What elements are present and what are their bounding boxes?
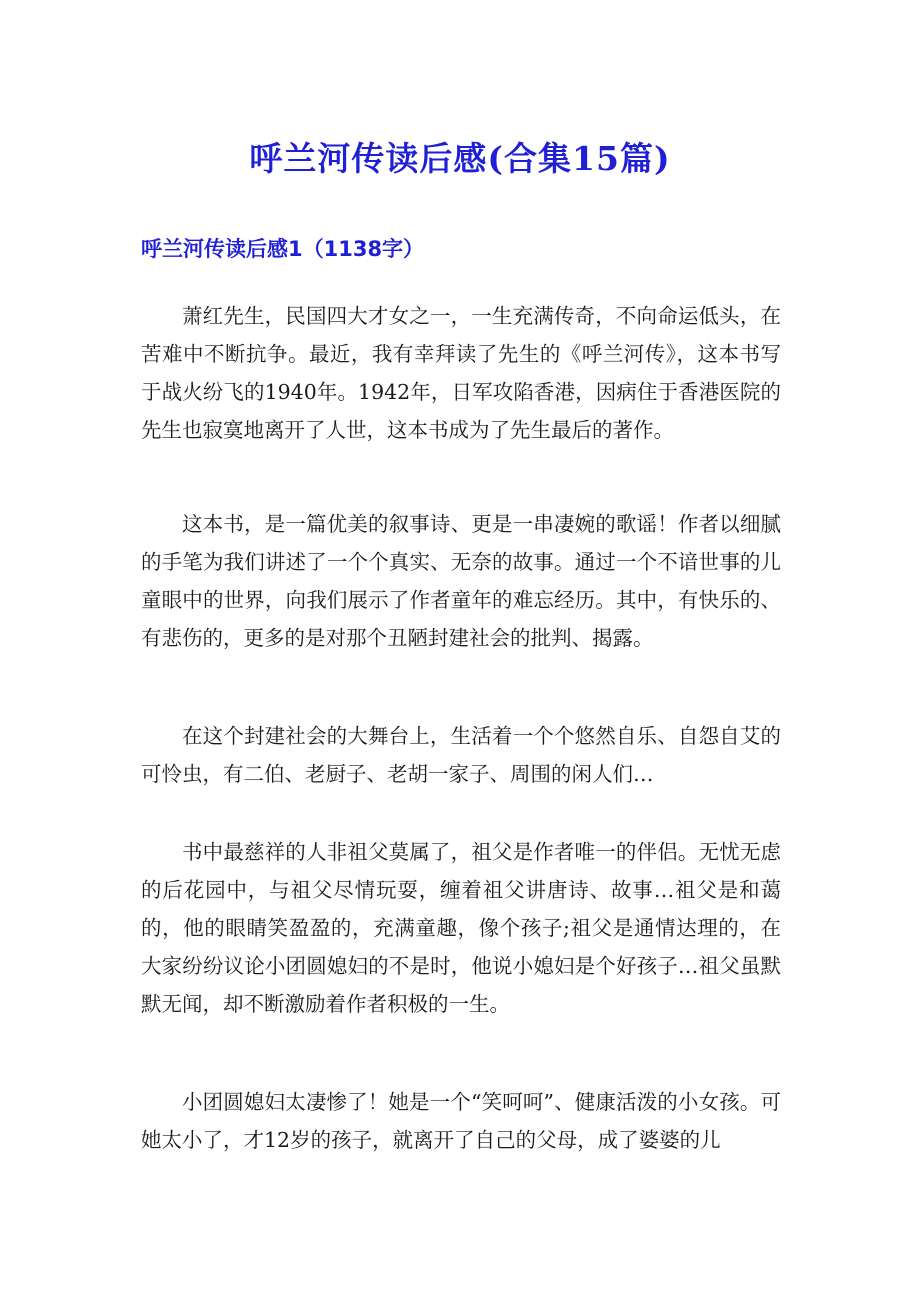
paragraph-5: 小团圆媳妇太凄惨了！她是一个“笑呵呵”、健康活泼的小女孩。可她太小了，才12岁的孩子，就离开了自己的父母，成了婆婆的儿 [141,1090,781,1152]
section-heading: 呼兰河传读后感1（1138字） [141,237,425,261]
paragraph-3: 在这个封建社会的大舞台上，生活着一个个悠然自乐、自怨自艾的可怜虫，有二伯、老厨子、老胡一家子、周围的闲人们… [141,724,781,786]
paragraph-2: 这本书，是一篇优美的叙事诗、更是一串凄婉的歌谣！作者以细腻的手笔为我们讲述了一个个真实、无奈的故事。通过一个不谙世事的儿童眼中的世界，向我们展示了作者童年的难忘经历。其中，有快乐的、有悲伤的，更多的是对那个丑陋封建社会的批判、揭露。 [141,512,781,650]
paragraph-1: 萧红先生，民国四大才女之一，一生充满传奇，不向命运低头，在苦难中不断抗争。最近，我有幸拜读了先生的《呼兰河传》，这本书写于战火纷飞的1940年。1942年，日军攻陷香港，因病住于香港医院的先生也寂寞地离开了人世，这本书成为了先生最后的著作。 [141,304,781,442]
document-title: 呼兰河传读后感(合集15篇) [249,139,671,178]
paragraph-4: 书中最慈祥的人非祖父莫属了，祖父是作者唯一的伴侣。无忧无虑的后花园中，与祖父尽情玩耍，缠着祖父讲唐诗、故事…祖父是和蔼的，他的眼睛笑盈盈的，充满童趣，像个孩子;祖父是通情达理的，在大家纷纷议论小团圆媳妇的不是时，他说小媳妇是个好孩子…祖父虽默默无闻，却不断激励着作者积极的一生。 [141,840,781,1016]
